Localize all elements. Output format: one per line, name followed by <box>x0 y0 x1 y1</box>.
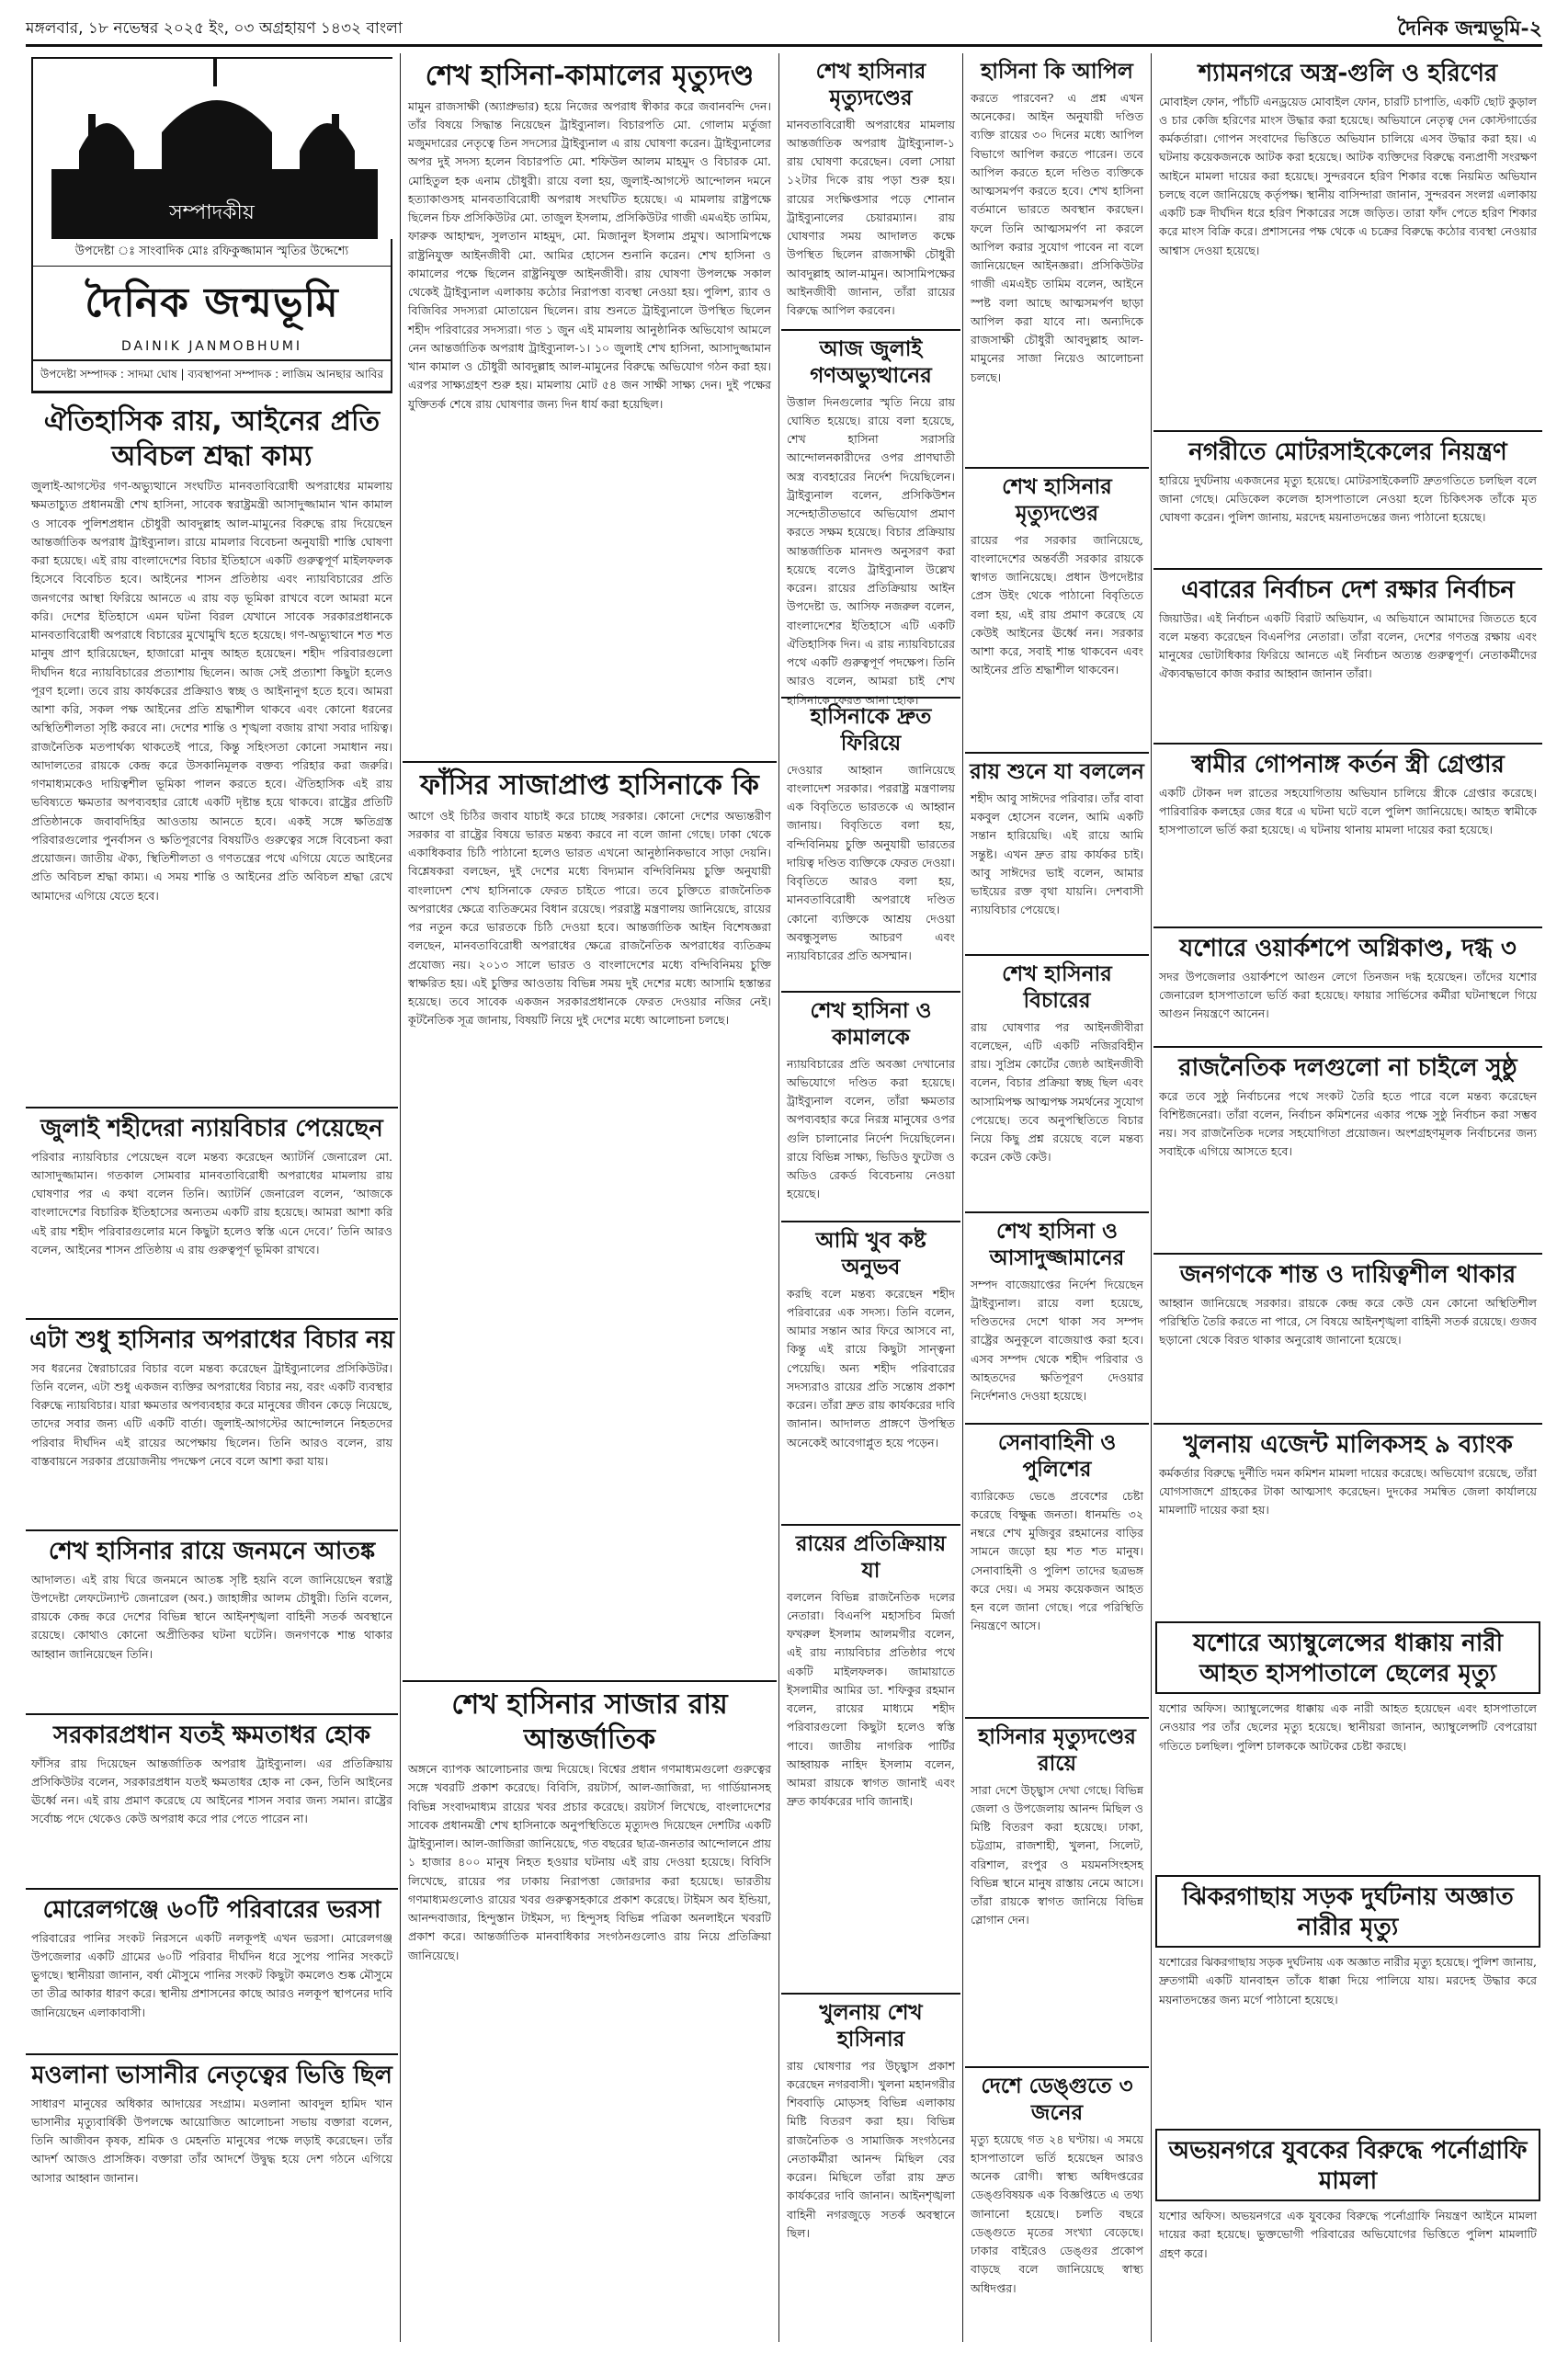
article-body: মানবতাবিরোধী অপরাধের মামলায় আন্তর্জাতিক অপরাধ ট্রাইব্যুনাল-১ রায় ঘোষণা করেছেন। বেলা সোয়া ১২টার দিকে রায় পড়া শুরু হয়। রায়ের সংক্ষিপ্তসার পড়ে শোনান ট্রাইব্যুনালের চেয়ারম্যান। রায় ঘোষণার সময় আদালত কক্ষে উপস্থিত ছিলেন রাজসাক্ষী চৌধুরী আবদুল্লাহ আল-মামুন। আসামিপক্ষের আইনজীবী জানান, তাঁরা রায়ের বিরুদ্ধে আপিল করবেন। <box>787 117 955 317</box>
article <box>781 1993 960 2342</box>
page-header <box>26 13 1542 47</box>
article-headline: মোরেলগঞ্জে ৬০টি পরিবারের ভরসা <box>26 1888 398 1929</box>
article-body: মামুন রাজসাক্ষী (অ্যাপ্রুভার) হয়ে নিজের অপরাধ স্বীকার করে জবানবন্দি দেন। তাঁর বিষয়ে সিদ্ধান্ত নিয়েছেন ট্রাইব্যুনাল। বিচারপতি মো. গোলাম মর্তুজা মজুমদারের নেতৃত্বে তিন সদস্যের ট্রাইব্যুনাল এ রায় ঘোষণা করেন। ট্রাইব্যুনালের অপর দুই সদস্য হলেন বিচারপতি মো. শফিউল আলম মাহমুদ ও বিচারক মো. মোহিতুল হক এনাম চৌধুরী। রায়ে বলা হয়, জুলাই-আগস্টে আন্দোলন দমনে হত্যাকাণ্ডসহ মানবতাবিরোধী অপরাধ সংঘটিত হয়েছে। এ মামলায় রাষ্ট্রপক্ষে ছিলেন চিফ প্রসিকিউটর মো. তাজুল ইসলাম, প্রসিকিউটর গাজী এমএইচ তামিম, ফারুক আহাম্মদ, সুলতান মাহমুদ, মো. মিজানুল ইসলাম প্রমুখ। আসামিপক্ষে রাষ্ট্রনিযুক্ত আইনজীবী মো. আমির হোসেন শুনানি করেন। শেখ হাসিনা ও কামালের পক্ষে ছিলেন রাষ্ট্রনিযুক্ত আইনজীবী। রায় ঘোষণা উপলক্ষে সকাল থেকেই ট্রাইব্যুনাল এলাকায় কঠোর নিরাপত্তা ব্যবস্থা নেওয়া হয়। পুলিশ, র‍্যাব ও বিজিবির সদস্যরা মোতায়েন ছিলেন। রায় শুনতে ট্রাইব্যুনালে উপস্থিত ছিলেন শহীদ পরিবারের সদস্যরা। গত ১ জুন এই মামলায় আনুষ্ঠানিক অভিযোগ আমলে নেন আন্তর্জাতিক অপরাধ ট্রাইব্যুনাল-১। ১০ জুলাই শেখ হাসিনা, আসাদুজ্জামান খান কামাল ও চৌধুরী আবদুল্লাহ আল-মামুনের বিরুদ্ধে অভিযোগ গঠন করা হয়। এরপর সাক্ষ্যগ্রহণ শুরু হয়। মামলায় মোট ৫৪ জন সাক্ষী সাক্ষ্য দেন। দুই পক্ষের যুক্তিতর্ক শেষে রায় ঘোষণার জন্য দিন ধার্য করা হয়েছিল। <box>408 98 771 411</box>
column-local-news <box>1153 53 1542 2342</box>
article <box>781 1221 960 1524</box>
article <box>403 1680 777 2342</box>
article <box>1153 430 1542 568</box>
article <box>781 329 960 707</box>
article <box>1153 743 1542 926</box>
article-headline: আজ জুলাই গণঅভ্যুত্থানের <box>781 329 960 393</box>
article-headline: শেখ হাসিনা-কামালের মৃত্যুদণ্ড <box>425 60 755 92</box>
article-headline: জুলাই শহীদেরা ন্যায়বিচার পেয়েছেন <box>26 1107 398 1148</box>
article-headline: ঐতিহাসিক রায়, আইনের প্রতি অবিচল শ্রদ্ধা কাম্য <box>43 405 381 472</box>
column-news-4 <box>965 53 1149 2342</box>
article-headline: রাজনৈতিক দলগুলো না চাইলে সুষ্ঠু <box>1153 1046 1542 1087</box>
article <box>1153 1875 1542 2123</box>
editorial-tagline: উপদেষ্টা ঃ সাংবাদিক মোঃ রফিকুজ্জামান স্মৃতির উদ্দেশ্যে <box>33 239 391 267</box>
article <box>965 1211 1149 1423</box>
article <box>26 1318 398 1529</box>
article-headline: শেখ হাসিনার রায়ে জনমনে আতঙ্ক <box>26 1529 398 1571</box>
newspaper-logo-english: DAINIK JANMOBHUMI <box>33 339 391 361</box>
newspaper-logo: দৈনিক জন্মভূমি <box>85 279 339 326</box>
article-headline: রায়ের প্রতিক্রিয়ায় যা <box>781 1524 960 1588</box>
article-headline: দেশে ডেঙ্গুতে ৩ জনের <box>965 2066 1149 2131</box>
article <box>781 991 960 1221</box>
article <box>965 1423 1149 1717</box>
column-lead-story <box>403 53 777 2342</box>
article-body: পরিবারের পানির সংকট নিরসনে একটি নলকূপই এখন ভরসা। মোরেলগঞ্জ উপজেলার একটি গ্রামের ৬০টি পরিবার দীর্ঘদিন ধরে সুপেয় পানির সংকটে ভুগছে। স্থানীয়রা জানান, বর্ষা মৌসুমে পানির সংকট কিছুটা কমলেও শুষ্ক মৌসুমে তা তীব্র আকার ধারণ করে। স্থানীয় প্রশাসনের কাছে আরও নলকূপ স্থাপনের দাবি জানিয়েছেন এলাকাবাসী। <box>31 1930 392 2019</box>
article-headline: খুলনায় শেখ হাসিনার <box>781 1993 960 2057</box>
article <box>965 53 1149 467</box>
article <box>781 697 960 991</box>
article-body: বললেন বিভিন্ন রাজনৈতিক দলের নেতারা। বিএনপি মহাসচিব মির্জা ফখরুল ইসলাম আলমগীর বলেন, এই রায় ন্যায়বিচার প্রতিষ্ঠার পথে একটি মাইলফলক। জামায়াতে ইসলামীর আমির ডা. শফিকুর রহমান বলেন, রায়ের মাধ্যমে শহীদ পরিবারগুলো কিছুটা হলেও স্বস্তি পাবে। জাতীয় নাগরিক পার্টির আহ্বায়ক নাহিদ ইসলাম বলেন, আমরা রায়কে স্বাগত জানাই এবং দ্রুত কার্যকরের দাবি জানাই। <box>787 1589 955 1809</box>
article-headline: হাসিনার মৃত্যুদণ্ডের রায়ে <box>965 1717 1149 1781</box>
editorial-banner <box>33 59 391 239</box>
article-body: করছি বলে মন্তব্য করেছেন শহীদ পরিবারের এক সদস্য। তিনি বলেন, আমার সন্তান আর ফিরে আসবে না, কিন্তু এই রায়ে কিছুটা সান্ত্বনা পেয়েছি। অন্য শহীদ পরিবারের সদস্যরাও রায়ের প্রতি সন্তোষ প্রকাশ করেন। তাঁরা দ্রুত রায় কার্যকরের দাবি জানান। আদালত প্রাঙ্গণে উপস্থিত অনেকেই আবেগাপ্লুত হয়ে পড়েন। <box>787 1286 955 1449</box>
article-headline: শেখ হাসিনার মৃত্যুদণ্ডের <box>815 60 926 110</box>
article-headline: সেনাবাহিনী ও পুলিশের <box>965 1423 1149 1487</box>
article-body: একটি টোকন দল রাতের সহযোগিতায় অভিযান চালিয়ে স্ত্রীকে গ্রেপ্তার করেছে। পারিবারিক কলহের জের ধরে এ ঘটনা ঘটে বলে পুলিশ জানিয়েছে। আহত স্বামীকে হাসপাতালে ভর্তি করা হয়েছে। এ ঘটনায় থানায় মামলা দায়ের করা হয়েছে। <box>1159 785 1537 836</box>
article-headline: ঝিকরগাছায় সড়ক দুর্ঘটনায় অজ্ঞাত নারীর মৃত্যু <box>1155 1875 1540 1948</box>
article <box>1153 926 1542 1046</box>
article <box>1153 2129 1542 2349</box>
column-rule <box>962 53 963 2342</box>
article-headline: রায় শুনে যা বললেন <box>965 752 1149 790</box>
article-body: হারিয়ে দুর্ঘটনায় একজনের মৃত্যু হয়েছে। মোটরসাইকেলটি দ্রুতগতিতে চলছিল বলে জানা গেছে। মেডিকেল কলেজ হাসপাতালে নেওয়া হলে চিকিৎসক তাঁকে মৃত ঘোষণা করেন। পুলিশ জানায়, মরদেহ ময়নাতদন্তের জন্য পাঠানো হয়েছে। <box>1159 472 1537 524</box>
editorial-title: সম্পাদকীয় <box>169 201 255 224</box>
article <box>781 1524 960 1993</box>
article <box>965 1717 1149 2066</box>
article-headline: যশোরে ওয়ার্কশপে অগ্নিকাণ্ড, দগ্ধ ৩ <box>1153 926 1542 968</box>
article-headline: এবারের নির্বাচন দেশ রক্ষার নির্বাচন <box>1153 568 1542 609</box>
article-body: সারা দেশে উচ্ছ্বাস দেখা গেছে। বিভিন্ন জেলা ও উপজেলায় আনন্দ মিছিল ও মিষ্টি বিতরণ করা হয়েছে। ঢাকা, চট্টগ্রাম, রাজশাহী, খুলনা, সিলেট, বরিশাল, রংপুর ও ময়মনসিংহসহ বিভিন্ন স্থানে মানুষ রাস্তায় নেমে আসে। তাঁরা রায়কে স্বাগত জানিয়ে বিভিন্ন স্লোগান দেন। <box>971 1782 1143 1927</box>
article-body: কর্মকর্তার বিরুদ্ধে দুর্নীতি দমন কমিশন মামলা দায়ের করেছে। অভিযোগ রয়েছে, তাঁরা যোগসাজশে গ্রাহকের টাকা আত্মসাৎ করেছেন। দুদকের সমন্বিত জেলা কার্যালয়ে মামলাটি দায়ের করা হয়। <box>1159 1465 1537 1517</box>
article-headline: ফাঁসির সাজাপ্রাপ্ত হাসিনাকে কি <box>403 761 777 807</box>
article-body: অঙ্গনে ব্যাপক আলোচনার জন্ম দিয়েছে। বিশ্বের প্রধান গণমাধ্যমগুলো গুরুত্বের সঙ্গে খবরটি প্রকাশ করেছে। বিবিসি, রয়টার্স, আল-জাজিরা, দ্য গার্ডিয়ানসহ বিভিন্ন সংবাদমাধ্যম রায়ের খবর প্রচার করেছে। রয়টার্স লিখেছে, বাংলাদেশের সাবেক প্রধানমন্ত্রী শেখ হাসিনাকে অনুপস্থিতিতে মৃত্যুদণ্ড দিয়েছেন দেশটির একটি ট্রাইব্যুনাল। আল-জাজিরা জানিয়েছে, গত বছরের ছাত্র-জনতার আন্দোলনে প্রায় ১ হাজার ৪০০ মানুষ নিহত হওয়ার ঘটনায় এই রায় দেওয়া হয়েছে। বিবিসি লিখেছে, রায়ের পর ঢাকায় নিরাপত্তা জোরদার করা হয়েছে। ভারতীয় গণমাধ্যমগুলোও রায়ের খবর গুরুত্বসহকারে প্রকাশ করেছে। টাইমস অব ইন্ডিয়া, আনন্দবাজার, হিন্দুস্তান টাইমস, দ্য হিন্দুসহ বিভিন্ন পত্রিকা অনলাইনে খবরটি প্রকাশ করে। আন্তর্জাতিক মানবাধিকার সংগঠনগুলোও রায় নিয়ে প্রতিক্রিয়া জানিয়েছে। <box>408 1762 771 1962</box>
article-body: মোবাইল ফোন, পাঁচটি এনড্রয়েড মোবাইল ফোন, চারটি চাপাতি, একটি ছোট কুড়াল ও চার কেজি হরিণের মাংস উদ্ধার করা হয়েছে। অভিযানে নেতৃত্ব দেন কোস্টগার্ডের কর্মকর্তারা। গোপন সংবাদের ভিত্তিতে অভিযান চালিয়ে এসব উদ্ধার করা হয়। এ ঘটনায় কয়েকজনকে আটক করা হয়েছে। আটক ব্যক্তিদের বিরুদ্ধে বন্যপ্রাণী সংরক্ষণ আইনে মামলা দায়ের করা হয়েছে। সুন্দরবনে হরিণ শিকার বন্ধে নিয়মিত অভিযান চলছে বলে জানিয়েছে কর্তৃপক্ষ। স্থানীয় বাসিন্দারা জানান, সুন্দরবন সংলগ্ন এলাকায় একটি চক্র দীর্ঘদিন ধরে হরিণ শিকারের সঙ্গে জড়িত। তারা ফাঁদ পেতে হরিণ শিকার করে মাংস বিক্রি করে। প্রশাসনের পক্ষ থেকে এ চক্রের বিরুদ্ধে কঠোর ব্যবস্থা নেওয়ার আশ্বাস দেওয়া হয়েছে। <box>1159 94 1537 257</box>
article-body: করে তবে সুষ্ঠু নির্বাচনের পথে সংকট তৈরি হতে পারে বলে মন্তব্য করেছেন বিশিষ্টজনেরা। তাঁরা বলেন, নির্বাচন কমিশনের একার পক্ষে সুষ্ঠু নির্বাচন করা সম্ভব নয়। সব রাজনৈতিক দলের সহযোগিতা প্রয়োজন। অংশগ্রহণমূলক নির্বাচনের জন্য সবাইকে এগিয়ে আসতে হবে। <box>1159 1088 1537 1159</box>
article-headline: শেখ হাসিনার বিচারের <box>965 954 1149 1018</box>
article <box>26 1713 398 1888</box>
article-body: সাধারণ মানুষের অধিকার আদায়ের সংগ্রাম। মওলানা আবদুল হামিদ খান ভাসানীর মৃত্যুবার্ষিকী উপলক্ষে আয়োজিত আলোচনা সভায় বক্তারা বলেন, তিনি আজীবন কৃষক, শ্রমিক ও মেহনতি মানুষের পক্ষে লড়াই করেছেন। তাঁর আদর্শ আজও প্রাসঙ্গিক। বক্তারা তাঁর আদর্শে উদ্বুদ্ধ হয়ে দেশ গঠনে এগিয়ে আসার আহ্বান জানান। <box>31 2096 392 2185</box>
article-body: রায়ের পর সরকার জানিয়েছে, বাংলাদেশের অন্তর্বর্তী সরকার রায়কে স্বাগত জানিয়েছে। প্রধান উপদেষ্টার প্রেস উইং থেকে পাঠানো বিবৃতিতে বলা হয়, এই রায় প্রমাণ করেছে যে কেউই আইনের ঊর্ধ্বে নন। সরকার আশা করে, সবাই শান্ত থাকবেন এবং আইনের প্রতি শ্রদ্ধাশীল থাকবেন। <box>971 532 1143 677</box>
article <box>965 954 1149 1211</box>
article-body: সব ধরনের স্বৈরাচারের বিচার বলে মন্তব্য করেছেন ট্রাইব্যুনালের প্রসিকিউটর। তিনি বলেন, এটা শুধু একজন ব্যক্তির অপরাধের বিচার নয়, বরং একটি ব্যবস্থার বিরুদ্ধে ন্যায়বিচার। যারা ক্ষমতার অপব্যবহার করে মানুষের জীবন কেড়ে নিয়েছে, তাদের সবার জন্য এটি একটি বার্তা। জুলাই-আগস্টের আন্দোলনে নিহতদের পরিবার দীর্ঘদিন এই রায়ের অপেক্ষায় ছিলেন। তিনি আরও বলেন, রায় বাস্তবায়নে সরকার প্রয়োজনীয় পদক্ষেপ নেবে বলে আশা করা যায়। <box>31 1360 392 1468</box>
article-body: দেওয়ার আহ্বান জানিয়েছে বাংলাদেশ সরকার। পররাষ্ট্র মন্ত্রণালয় এক বিবৃতিতে ভারতকে এ আহ্বান জানায়। বিবৃতিতে বলা হয়, বন্দিবিনিময় চুক্তি অনুযায়ী ভারতের দায়িত্ব দণ্ডিত ব্যক্তিকে ফেরত দেওয়া। বিবৃতিতে আরও বলা হয়, মানবতাবিরোধী অপরাধে দণ্ডিত কোনো ব্যক্তিকে আশ্রয় দেওয়া অবন্ধুসুলভ আচরণ এবং ন্যায়বিচারের প্রতি অসম্মান। <box>787 762 955 962</box>
article <box>1153 1423 1542 1616</box>
article <box>965 2066 1149 2342</box>
article <box>26 2053 398 2237</box>
article <box>403 761 777 1680</box>
article-headline: নগরীতে মোটরসাইকেলের নিয়ন্ত্রণ <box>1153 430 1542 472</box>
column-rule <box>400 53 401 2342</box>
article-body: জিয়াউর। এই নির্বাচন একটি বিরাট অভিযান, এ অভিযানে আমাদের জিততে হবে বলে মন্তব্য করেছেন বিএনপির নেতারা। তাঁরা বলেন, দেশের গণতন্ত্র রক্ষায় এবং মানুষের ভোটাধিকার ফিরিয়ে আনতে এই নির্বাচন অত্যন্ত গুরুত্বপূর্ণ। নেতাকর্মীদের ঐক্যবদ্ধভাবে কাজ করার আহ্বান জানান তাঁরা। <box>1159 610 1537 681</box>
article-headline: খুলনায় এজেন্ট মালিকসহ ৯ ব্যাংক <box>1153 1423 1542 1464</box>
article-headline: শেখ হাসিনার মৃত্যুদণ্ডের <box>965 467 1149 531</box>
article-body: সদর উপজেলার ওয়ার্কশপে আগুন লেগে তিনজন দগ্ধ হয়েছেন। তাঁদের যশোর জেনারেল হাসপাতালে ভর্তি করা হয়েছে। ফায়ার সার্ভিসের কর্মীরা ঘটনাস্থলে গিয়ে আগুন নিয়ন্ত্রণে আনেন। <box>1159 969 1537 1020</box>
column-rule <box>778 53 779 2342</box>
issue-date: মঙ্গলবার, ১৮ নভেম্বর ২০২৫ ইং, ০৩ অগ্রহায়ণ ১৪৩২ বাংলা <box>26 19 403 38</box>
column-news-3 <box>781 53 960 2342</box>
article-headline: সরকারপ্রধান যতই ক্ষমতাধর হোক <box>26 1713 398 1755</box>
article <box>1153 1046 1542 1253</box>
article-headline: জনগণকে শান্ত ও দায়িত্বশীল থাকার <box>1153 1253 1542 1294</box>
article-body: যশোরের ঝিকরগাছায় সড়ক দুর্ঘটনায় এক অজ্ঞাত নারীর মৃত্যু হয়েছে। পুলিশ জানায়, দ্রুতগামী একটি যানবাহন তাঁকে ধাক্কা দিয়ে পালিয়ে যায়। মরদেহ উদ্ধার করে ময়নাতদন্তের জন্য মর্গে পাঠানো হয়েছে। <box>1159 1955 1537 2006</box>
article-body: উত্তাল দিনগুলোর স্মৃতি নিয়ে রায় ঘোষিত হয়েছে। রায়ে বলা হয়েছে, শেখ হাসিনা সরাসরি আন্দোলনকারীদের ওপর প্রাণঘাতী অস্ত্র ব্যবহারের নির্দেশ দিয়েছিলেন। ট্রাইব্যুনাল বলেন, প্রসিকিউশন সন্দেহাতীতভাবে অভিযোগ প্রমাণ করতে সক্ষম হয়েছে। বিচার প্রক্রিয়ায় আন্তর্জাতিক মানদণ্ড অনুসরণ করা হয়েছে বলেও ট্রাইব্যুনাল উল্লেখ করেন। রায়ের প্রতিক্রিয়ায় আইন উপদেষ্টা ড. আসিফ নজরুল বলেন, বাংলাদেশের ইতিহাসে এটি একটি ঐতিহাসিক দিন। এ রায় ন্যায়বিচারের পথে একটি গুরুত্বপূর্ণ পদক্ষেপ। তিনি আরও বলেন, আমরা চাই শেখ হাসিনাকে ফেরত আনা হোক। <box>787 394 955 707</box>
article <box>26 1888 398 2053</box>
article-body: যশোর অফিস। অভয়নগরে এক যুবকের বিরুদ্ধে পর্নোগ্রাফি নিয়ন্ত্রণ আইনে মামলা দায়ের করা হয়েছে। ভুক্তভোগী পরিবারের অভিযোগের ভিত্তিতে পুলিশ মামলাটি গ্রহণ করে। <box>1159 2209 1537 2260</box>
article-body: সম্পদ বাজেয়াপ্তের নির্দেশ দিয়েছেন ট্রাইব্যুনাল। রায়ে বলা হয়েছে, দণ্ডিতদের দেশে থাকা সব সম্পদ রাষ্ট্রের অনুকূলে বাজেয়াপ্ত করা হবে। এসব সম্পদ থেকে শহীদ পরিবার ও আহতদের ক্ষতিপূরণ দেওয়ার নির্দেশনাও দেওয়া হয়েছে। <box>971 1277 1143 1403</box>
article-body: ন্যায়বিচারের প্রতি অবজ্ঞা দেখানোর অভিযোগে দণ্ডিত করা হয়েছে। ট্রাইব্যুনাল বলেন, তাঁরা ক্ষমতার অপব্যবহার করে নিরস্ত্র মানুষের ওপর গুলি চালানোর নির্দেশ দিয়েছিলেন। রায়ে বিভিন্ন সাক্ষ্য, ভিডিও ফুটেজ ও অডিও রেকর্ড বিবেচনায় নেওয়া হয়েছে। <box>787 1056 955 1201</box>
article-headline: হাসিনা কি আপিল <box>981 60 1133 84</box>
article <box>26 1529 398 1713</box>
editor-credits: উপদেষ্টা সম্পাদক : সাদমা ঘোষ | ব্যবস্থাপনা সম্পাদক : লাজিম আনছার আবির <box>33 361 391 392</box>
article-body: শহীদ আবু সাঈদের পরিবার। তাঁর বাবা মকবুল হোসেন বলেন, আমি একটি সন্তান হারিয়েছি। এই রায়ে আমি সন্তুষ্ট। এখন দ্রুত রায় কার্যকর চাই। আবু সাঈদের ভাই বলেন, আমার ভাইয়ের রক্ত বৃথা যায়নি। দেশবাসী ন্যায়বিচার পেয়েছে। <box>971 790 1143 917</box>
article <box>403 53 777 761</box>
article-headline: অভয়নগরে যুবকের বিরুদ্ধে পর্নোগ্রাফি মামলা <box>1155 2129 1540 2201</box>
article-body: আহ্বান জানিয়েছে সরকার। রায়কে কেন্দ্র করে কেউ যেন কোনো অস্থিতিশীল পরিস্থিতি তৈরি করতে না পারে, সে বিষয়ে আইনশৃঙ্খলা বাহিনী সতর্ক রয়েছে। গুজব ছড়ানো থেকে বিরত থাকার অনুরোধ জানানো হয়েছে। <box>1159 1295 1537 1347</box>
article-headline: স্বামীর গোপনাঙ্গ কর্তন স্ত্রী গ্রেপ্তার <box>1153 743 1542 784</box>
article <box>1153 1621 1542 1870</box>
article <box>965 752 1149 954</box>
article-body: জুলাই-আগস্টের গণ-অভ্যুত্থানে সংঘটিত মানবতাবিরোধী অপরাধের মামলায় ক্ষমতাচ্যুত প্রধানমন্ত্রী শেখ হাসিনা, সাবেক স্বরাষ্ট্রমন্ত্রী আসাদুজ্জামান খান কামাল ও সাবেক পুলিশপ্রধান চৌধুরী আবদুল্লাহ আল-মামুনের বিরুদ্ধে রায় দিয়েছেন আন্তর্জাতিক অপরাধ ট্রাইব্যুনাল। রায়ে মামলার বিবেচনা অনুযায়ী শাস্তি ঘোষণা করা হয়েছে। এই রায় বাংলাদেশের বিচার ইতিহাসে একটি গুরুত্বপূর্ণ মাইলফলক হিসেবে বিবেচিত হবে। আইনের শাসন প্রতিষ্ঠায় এবং ন্যায়বিচারের প্রতি জনগণের আস্থা ফিরিয়ে আনতে এ রায় বড় ভূমিকা রাখবে বলে আমরা মনে করি। দেশের ইতিহাসে এমন ঘটনা বিরল যেখানে সাবেক সরকারপ্রধানকে মানবতাবিরোধী অপরাধে বিচারের মুখোমুখি হতে হয়েছে। গণ-অভ্যুত্থানে শত শত মানুষ প্রাণ হারিয়েছেন, হাজারো মানুষ আহত হয়েছেন। শহীদ পরিবারগুলো দীর্ঘদিন ধরে ন্যায়বিচারের প্রত্যাশায় ছিলেন। আজ সেই প্রত্যাশা কিছুটা হলেও পূরণ হলো। তবে রায় কার্যকরের প্রক্রিয়াও স্বচ্ছ ও আইনানুগ হতে হবে। আমরা আশা করি, সকল পক্ষ আইনের প্রতি শ্রদ্ধাশীল থাকবে এবং কোনো ধরনের অস্থিতিশীলতা সৃষ্টি করবে না। দেশের শান্তি ও শৃঙ্খলা বজায় রাখা সবার দায়িত্ব। রাজনৈতিক মতপার্থক্য থাকতেই পারে, কিন্তু সহিংসতা কোনো সমাধান নয়। আদালতের রায়কে কেন্দ্র করে উসকানিমূলক বক্তব্য পরিহার করা জরুরি। গণমাধ্যমকেও দায়িত্বশীল ভূমিকা পালন করতে হবে। ঐতিহাসিক এই রায় ভবিষ্যতে ক্ষমতার অপব্যবহার রোধে একটি দৃষ্টান্ত হয়ে থাকবে। রাষ্ট্রের প্রতিটি প্রতিষ্ঠানকে জবাবদিহির আওতায় আনতে হবে। একই সঙ্গে ক্ষতিগ্রস্ত পরিবারগুলোর পুনর্বাসন ও ক্ষতিপূরণের বিষয়টিও গুরুত্বের সঙ্গে বিবেচনা করা প্রয়োজন। জাতীয় ঐক্য, স্থিতিশীলতা ও গণতন্ত্রের পথে এগিয়ে যেতে আইনের প্রতি অবিচল শ্রদ্ধা কাম্য। এ সময় শান্তি ও আইনের প্রতি অবিচল শ্রদ্ধা রেখে আমাদের এগিয়ে যেতে হবে। <box>31 479 392 903</box>
article <box>1153 568 1542 743</box>
page-brand: দৈনিক জন্মভূমি-২ <box>1397 17 1542 40</box>
article <box>965 467 1149 752</box>
article-body: আদালত। এই রায় ঘিরে জনমনে আতঙ্ক সৃষ্টি হয়নি বলে জানিয়েছেন স্বরাষ্ট্র উপদেষ্টা লেফটেন্যান্ট জেনারেল (অব.) জাহাঙ্গীর আলম চৌধুরী। তিনি বলেন, রায়কে কেন্দ্র করে দেশের বিভিন্ন স্থানে আইনশৃঙ্খলা বাহিনী সতর্ক অবস্থানে রয়েছে। কোথাও কোনো অপ্রীতিকর ঘটনা ঘটেনি। জনগণকে শান্ত থাকার আহ্বান জানিয়েছেন তিনি। <box>31 1572 392 1661</box>
article-headline: যশোরে অ্যাম্বুলেন্সের ধাক্কায় নারী আহত হাসপাতালে ছেলের মৃত্যু <box>1155 1621 1540 1694</box>
article-headline: আমি খুব কষ্ট অনুভব <box>781 1221 960 1285</box>
article-body: ব্যারিকেড ভেঙে প্রবেশের চেষ্টা করেছে বিক্ষুব্ধ জনতা। ধানমন্ডি ৩২ নম্বরে শেখ মুজিবুর রহমানের বাড়ির সামনে জড়ো হয় শত শত মানুষ। সেনাবাহিনী ও পুলিশ তাদের ছত্রভঙ্গ করে দেয়। এ সময় কয়েকজন আহত হন বলে জানা গেছে। পরে পরিস্থিতি নিয়ন্ত্রণে আসে। <box>971 1488 1143 1633</box>
article <box>26 399 398 1107</box>
article-body: যশোর অফিস। অ্যাম্বুলেন্সের ধাক্কায় এক নারী আহত হয়েছেন এবং হাসপাতালে নেওয়ার পর তাঁর ছেলের মৃত্যু হয়েছে। স্থানীয়রা জানান, অ্যাম্বুলেন্সটি বেপরোয়া গতিতে চলছিল। পুলিশ চালককে আটকের চেষ্টা করছে। <box>1159 1701 1537 1753</box>
article-headline: শেখ হাসিনা ও কামালকে <box>781 991 960 1055</box>
article-body: রায় ঘোষণার পর আইনজীবীরা বলেছেন, এটি একটি নজিরবিহীন রায়। সুপ্রিম কোর্টের জ্যেষ্ঠ আইনজীবী বলেন, বিচার প্রক্রিয়া স্বচ্ছ ছিল এবং আসামিপক্ষ আত্মপক্ষ সমর্থনের সুযোগ পেয়েছে। তবে অনুপস্থিতিতে বিচার নিয়ে কিছু প্রশ্ন রয়েছে বলে মন্তব্য করেন কেউ কেউ। <box>971 1019 1143 1165</box>
article <box>781 53 960 329</box>
article-body: করতে পারবেন? এ প্রশ্ন এখন অনেকের। আইন অনুযায়ী দণ্ডিত ব্যক্তি রায়ের ৩০ দিনের মধ্যে আপিল বিভাগে আপিল করতে পারেন। তবে আপিল করতে হলে দণ্ডিত ব্যক্তিকে আত্মসমর্পণ করতে হবে। শেখ হাসিনা বর্তমানে ভারতে অবস্থান করছেন। ফলে তিনি আত্মসমর্পণ না করলে আপিল করার সুযোগ পাবেন না বলে জানিয়েছেন আইনজ্ঞরা। প্রসিকিউটর গাজী এমএইচ তামিম বলেন, আইনে স্পষ্ট বলা আছে আত্মসমর্পণ ছাড়া আপিল করা যাবে না। অন্যদিকে রাজসাক্ষী চৌধুরী আবদুল্লাহ আল-মামুনের সাজা নিয়েও আলোচনা চলছে। <box>971 90 1143 384</box>
article-headline: এটা শুধু হাসিনার অপরাধের বিচার নয় <box>26 1318 398 1359</box>
article-body: মৃত্যু হয়েছে গত ২৪ ঘণ্টায়। এ সময়ে হাসপাতালে ভর্তি হয়েছেন আরও অনেক রোগী। স্বাস্থ্য অধিদপ্তরের ডেঙ্গুবিষয়ক এক বিজ্ঞপ্তিতে এ তথ্য জানানো হয়েছে। চলতি বছরে ডেঙ্গুতে মৃতের সংখ্যা বেড়েছে। ঢাকার বাইরেও ডেঙ্গুর প্রকোপ বাড়ছে বলে জানিয়েছে স্বাস্থ্য অধিদপ্তর। <box>971 2131 1143 2295</box>
article-body: রায় ঘোষণার পর উচ্ছ্বাস প্রকাশ করেছেন নগরবাসী। খুলনা মহানগরীর শিববাড়ি মোড়সহ বিভিন্ন এলাকায় মিষ্টি বিতরণ করা হয়। বিভিন্ন রাজনৈতিক ও সামাজিক সংগঠনের নেতাকর্মীরা আনন্দ মিছিল বের করেন। মিছিলে তাঁরা রায় দ্রুত কার্যকরের দাবি জানান। আইনশৃঙ্খলা বাহিনী নগরজুড়ে সতর্ক অবস্থানে ছিল। <box>787 2058 955 2240</box>
column-rule <box>1151 53 1152 2342</box>
article-headline: শ্যামনগরে অস্ত্র-গুলি ও হরিণের <box>1198 60 1498 87</box>
article-body: ফাঁসির রায় দিয়েছেন আন্তর্জাতিক অপরাধ ট্রাইব্যুনাল। এর প্রতিক্রিয়ায় প্রসিকিউটর বলেন, সরকারপ্রধান যতই ক্ষমতাধর হোক না কেন, তিনি আইনের ঊর্ধ্বে নন। এই রায় প্রমাণ করেছে যে আইনের শাসন সবার জন্য সমান। রাষ্ট্রের সর্বোচ্চ পদে থেকেও কেউ অপরাধ করে পার পেতে পারেন না। <box>31 1756 392 1826</box>
article-body: পরিবার ন্যায়বিচার পেয়েছেন বলে মন্তব্য করেছেন অ্যাটর্নি জেনারেল মো. আসাদুজ্জামান। গতকাল সোমবার মানবতাবিরোধী অপরাধের মামলায় রায় ঘোষণার পর এ কথা বলেন তিনি। অ্যাটর্নি জেনারেল বলেন, ‘আজকে বাংলাদেশের বিচারিক ইতিহাসের অন্যতম একটি রায় হয়েছে। আমরা আশা করি এই রায় শহীদ পরিবারগুলোর মনে কিছুটা হলেও স্বস্তি এনে দেবে।’ তিনি আরও বলেন, আইনের শাসন প্রতিষ্ঠায় এ রায় গুরুত্বপূর্ণ ভূমিকা রাখবে। <box>31 1149 392 1256</box>
article <box>1153 53 1542 430</box>
article-headline: হাসিনাকে দ্রুত ফিরিয়ে <box>781 697 960 761</box>
column-editorial <box>26 53 398 2342</box>
article <box>26 1107 398 1318</box>
editorial-masthead <box>31 57 392 393</box>
article-headline: মওলানা ভাসানীর নেতৃত্বের ভিত্তি ছিল <box>26 2053 398 2095</box>
article-body: আগে ওই চিঠির জবাব যাচাই করে চাচ্ছে সরকার। কোনো দেশের অভ্যন্তরীণ সরকার বা রাষ্ট্রের বিষয়ে ভারত মন্তব্য করবে না বলে জানা গেছে। ঢাকা থেকে একাধিকবার চিঠি পাঠানো হলেও ভারত এখনো আনুষ্ঠানিকভাবে সাড়া দেয়নি। বিশ্লেষকরা বলছেন, দুই দেশের মধ্যে বিদ্যমান বন্দিবিনিময় চুক্তি অনুযায়ী বাংলাদেশ শেখ হাসিনাকে ফেরত চাইতে পারে। তবে চুক্তিতে রাজনৈতিক অপরাধের ক্ষেত্রে ব্যতিক্রমের বিধান রয়েছে। পররাষ্ট্র মন্ত্রণালয় জানিয়েছে, রায়ের পর নতুন করে ভারতকে চিঠি দেওয়া হবে। আন্তর্জাতিক আইন বিশেষজ্ঞরা বলছেন, মানবতাবিরোধী অপরাধের ক্ষেত্রে রাজনৈতিক অপরাধের ব্যতিক্রম প্রযোজ্য নয়। ২০১৩ সালে ভারত ও বাংলাদেশের মধ্যে বন্দিবিনিময় চুক্তি স্বাক্ষরিত হয়। এই চুক্তির আওতায় বিভিন্ন সময় দুই দেশের মধ্যে আসামি হস্তান্তর হয়েছে। তবে সাবেক একজন সরকারপ্রধানকে ফেরত দেওয়ার নজির নেই। কূটনৈতিক সূত্র জানায়, বিষয়টি নিয়ে দুই দেশের মধ্যে আলোচনা চলছে। <box>408 808 771 1028</box>
article-headline: শেখ হাসিনার সাজার রায় আন্তর্জাতিক <box>403 1680 777 1760</box>
article <box>1153 1253 1542 1423</box>
article-headline: শেখ হাসিনা ও আসাদুজ্জামানের <box>965 1211 1149 1276</box>
